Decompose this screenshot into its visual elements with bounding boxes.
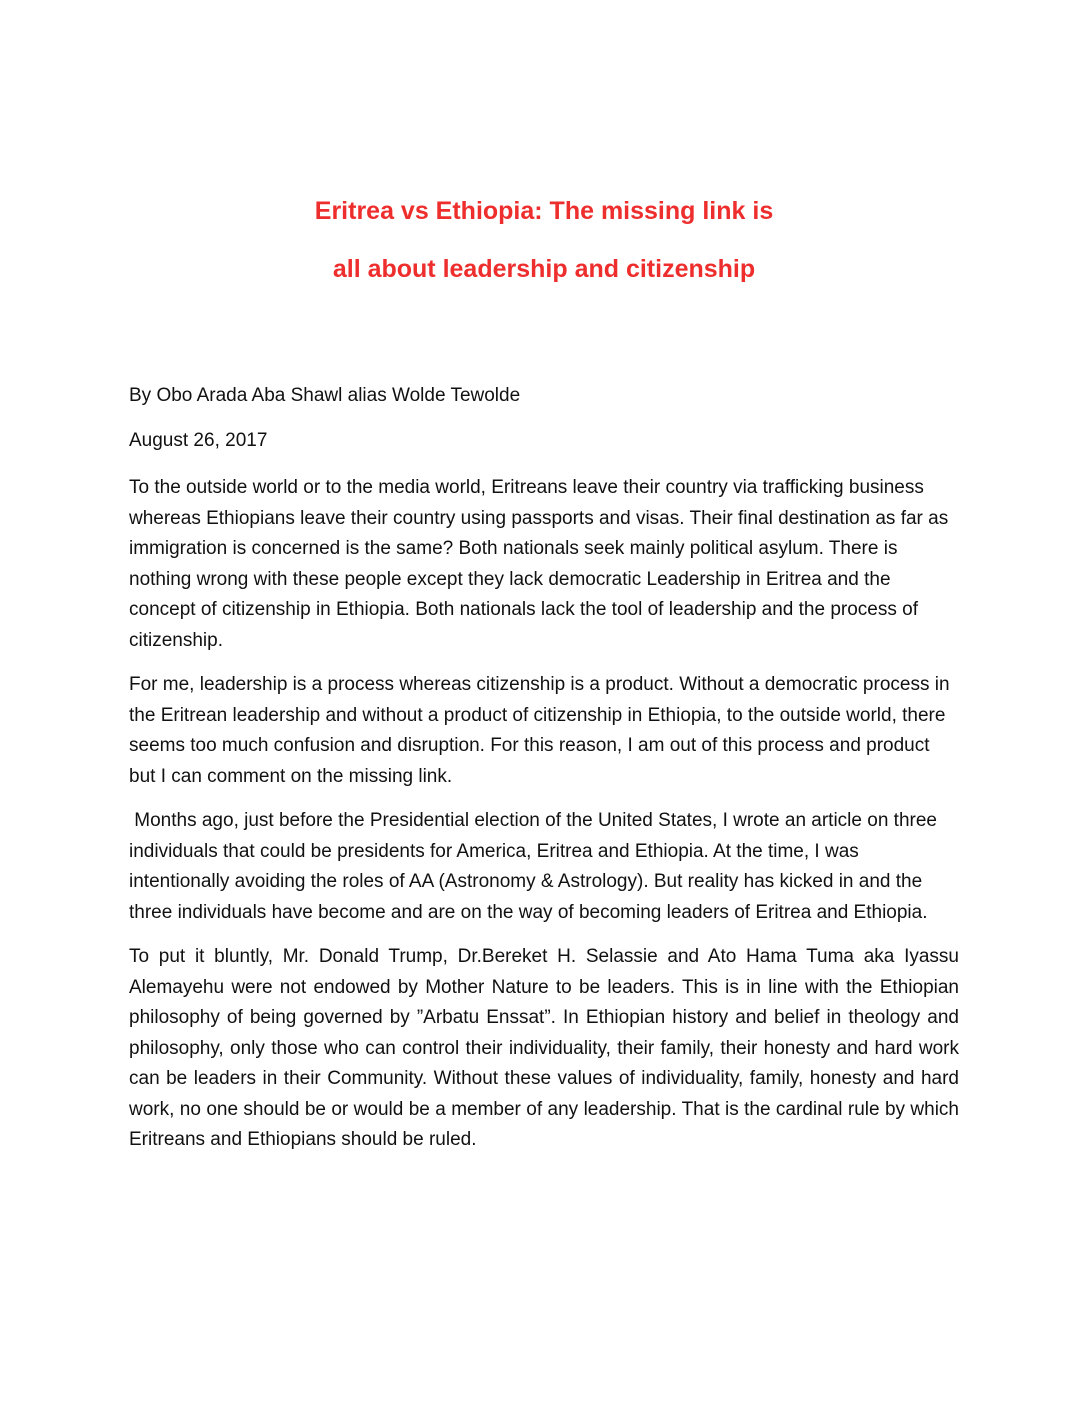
paragraph-4: To put it bluntly, Mr. Donald Trump, Dr.Bereket H. Selassie and Ato Hama Tuma aka Iyassu Alemayehu were not endowed by Mother Nature to be leaders. This is in line with the Ethiopian philosophy of being governed by ”Arbatu Enssat”. In Ethiopian history and belief in theology and philosophy, only those who can control their individuality, their family, their honesty and hard work can be leaders in their Community. Without these values of individuality, family, honesty and hard work, no one should be or would be a member of any leadership. That is the cardinal rule by which Eritreans and Ethiopians should be ruled.	[129, 946, 959, 1150]
publication-date: August 26, 2017	[129, 430, 268, 451]
title-line-2: all about leadership and citizenship	[332, 255, 756, 283]
title-line-1: Eritrea vs Ethiopia: The missing link is	[314, 197, 774, 225]
paragraph-3: Months ago, just before the Presidential election of the United States, I wrote an article on three individuals that could be presidents for America, Eritrea and Ethiopia. At the time, I was intentionally avoiding the roles of AA (Astronomy & Astrology). But reality has kicked in and the three individuals have become and are on the way of becoming leaders of Eritrea and Ethiopia.	[129, 810, 943, 923]
paragraph-1: To the outside world or to the media world, Eritreans leave their country via trafficking business whereas Ethiopians leave their country using passports and visas. Their final destination as far as immigration is concerned is the same? Both nationals seek mainly political asylum. There is nothing wrong with these people except they lack democratic Leadership in Eritrea and the concept of citizenship in Ethiopia. Both nationals lack the tool of leadership and the process of citizenship.	[129, 477, 949, 651]
article-body	[129, 473, 959, 1170]
paragraph-2: For me, leadership is a process whereas citizenship is a product. Without a democratic process in the Eritrean leadership and without a product of citizenship in Ethiopia, to the outside world, there seems too much confusion and disruption. For this reason, I am out of this process and product but I can comment on the missing link.	[129, 674, 950, 787]
author-byline: By Obo Arada Aba Shawl alias Wolde Tewolde	[129, 385, 521, 406]
